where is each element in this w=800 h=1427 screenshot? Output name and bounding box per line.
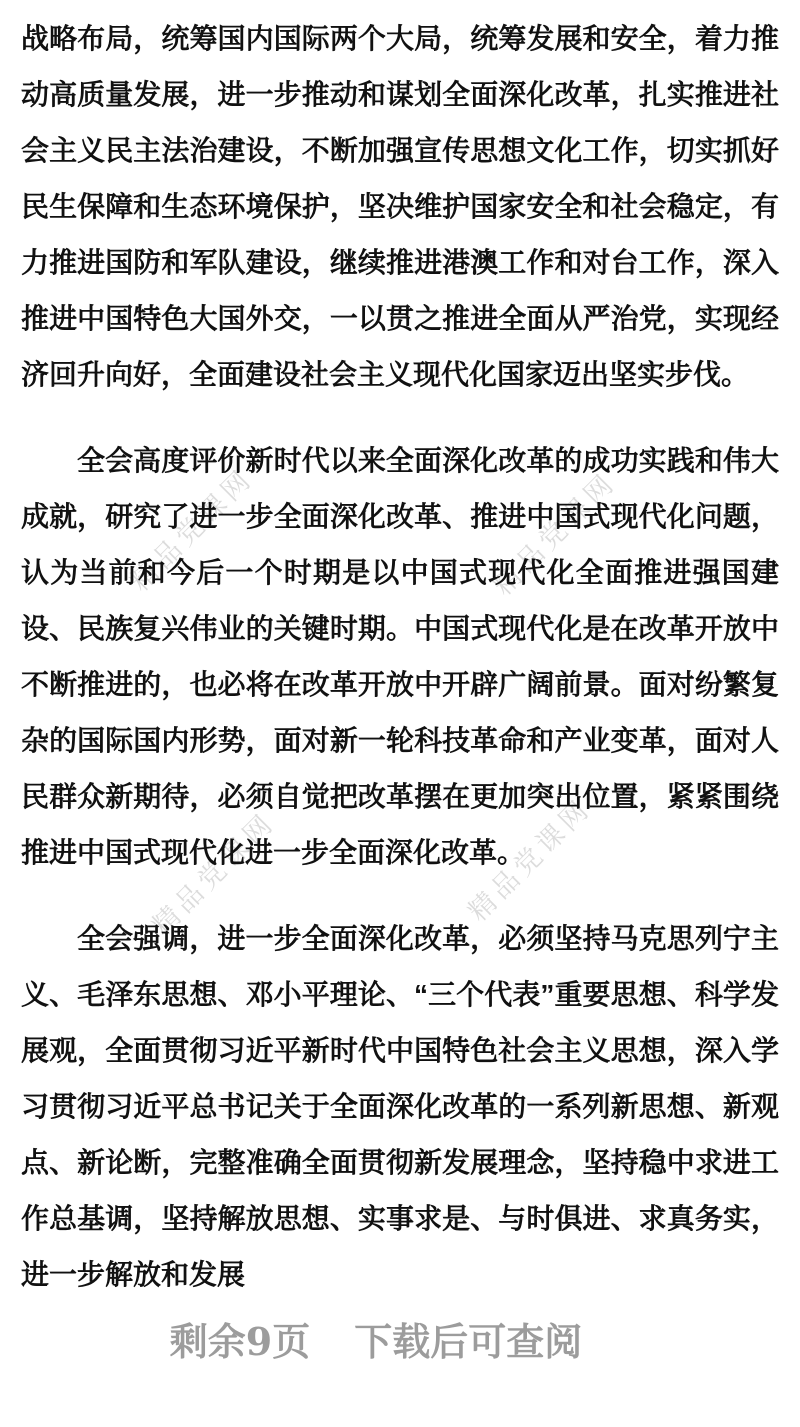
paragraph-plenum-appraisal: 全会高度评价新时代以来全面深化改革的成功实践和伟大成就，研究了进一步全面深化改革、推进中国式现代化问题，认为当前和今后一个时期是以中国式现代化全面推进强国建设、民族复兴伟业的关键时期。中国式现代化是在改革开放中不断推进的，也必将在改革开放中开辟广阔前景。面对纷繁复杂的国际国内形势，面对新一轮科技革命和产业变革，面对人民群众新期待，必须自觉把改革摆在更加突出位置，紧紧围绕推进中国式现代化进一步全面深化改革。 — [21, 445, 779, 868]
paragraph-plenum-emphasis: 全会强调，进一步全面深化改革，必须坚持马克思列宁主义、毛泽东思想、邓小平理论、“三个代表”重要思想、科学发展观，全面贯彻习近平新时代中国特色社会主义思想，深入学习贯彻习近平总书记关于全面深化改革的一系列新思想、新观点、新论断，完整准确全面贯彻新发展理念，坚持稳中求进工作总基调，坚持解放思想、实事求是、与时俱进、求真务实，进一步解放和发展 — [21, 923, 779, 1290]
document-body — [21, 11, 779, 1333]
paragraph-strategic-layout: 战略布局，统筹国内国际两个大局，统筹发展和安全，着力推动高质量发展，进一步推动和谋划全面深化改革，扎实推进社会主义民主法治建设，不断加强宣传思想文化工作，切实抓好民生保障和生态环境保护，坚决维护国家安全和社会稳定，有力推进国防和军队建设，继续推进港澳工作和对台工作，深入推进中国特色大国外交，一以贯之推进全面从严治党，实现经济回升向好，全面建设社会主义现代化国家迈出坚实步伐。 — [21, 23, 779, 390]
watermark-text: 精品党课网 — [462, 792, 597, 927]
watermark-text: 精品党课网 — [146, 806, 281, 941]
remaining-pages-count: 剩余9页 — [169, 1319, 311, 1364]
watermark-text: 精品党课网 — [487, 466, 622, 601]
watermark-text: 精品党课网 — [124, 462, 259, 597]
download-hint: 下载后可查阅 — [354, 1319, 583, 1364]
remaining-pages-notice — [0, 1318, 776, 1366]
